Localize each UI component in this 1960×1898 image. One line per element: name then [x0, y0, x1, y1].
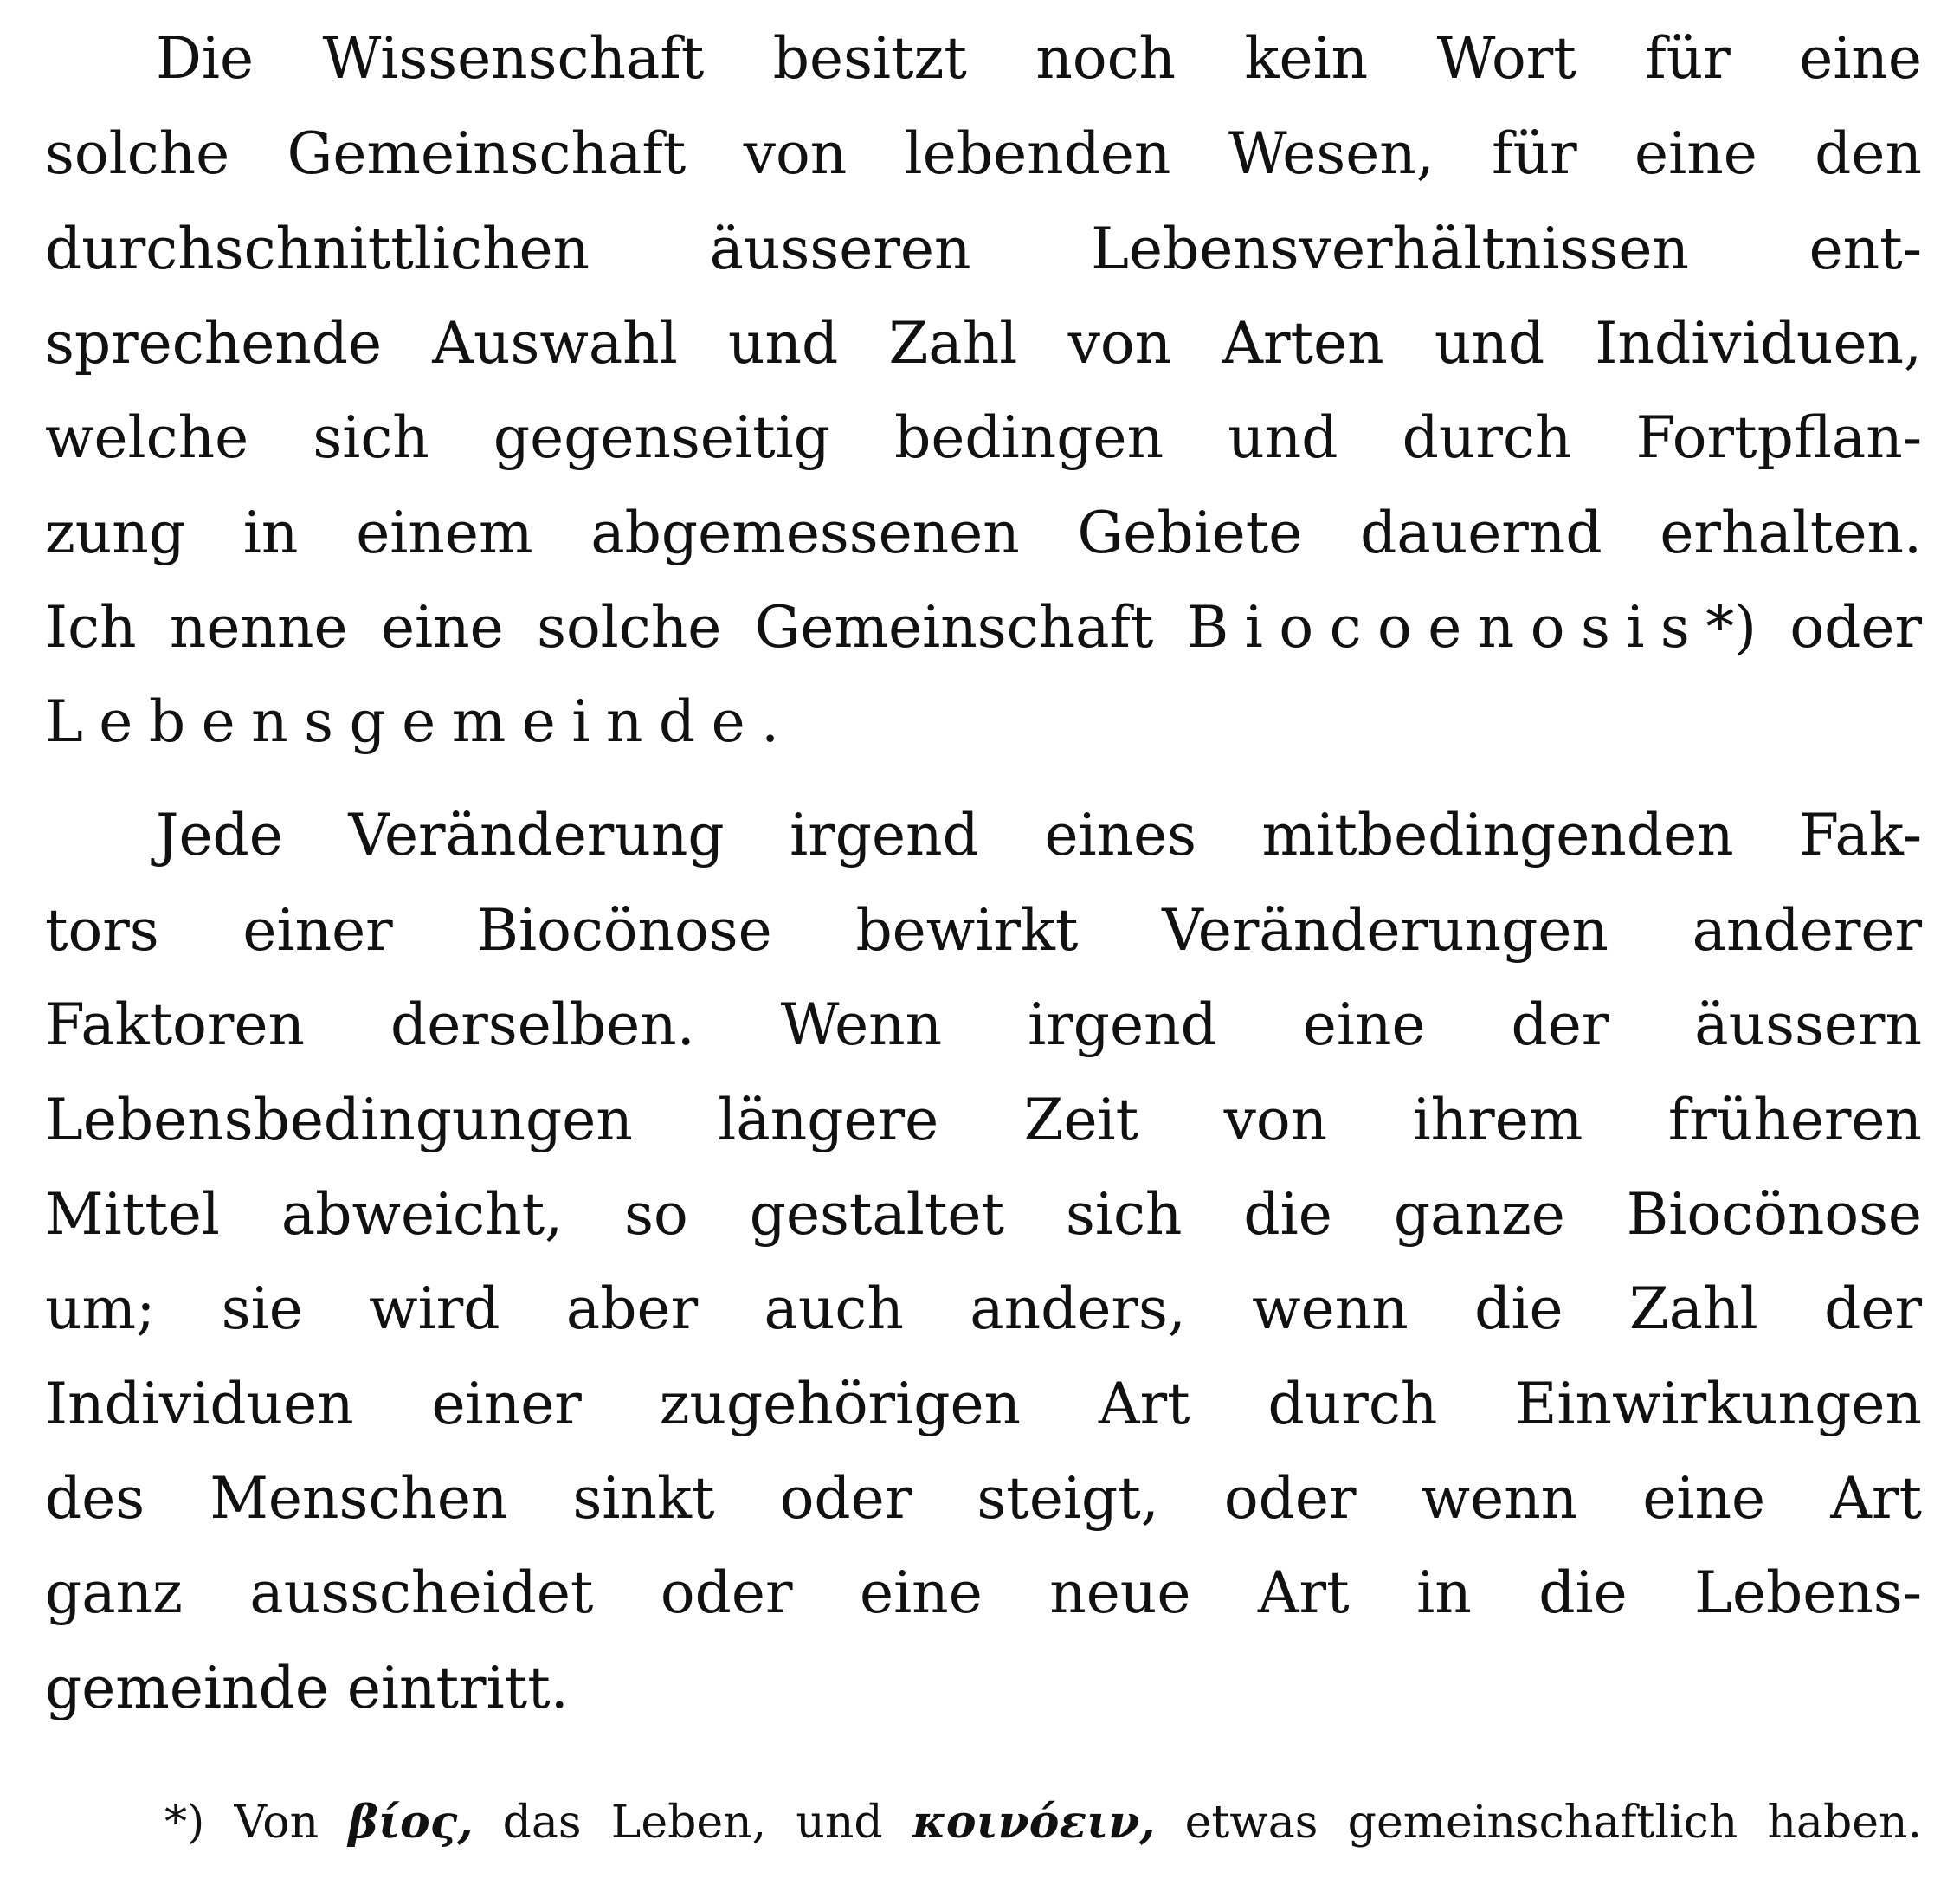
footnote	[164, 1792, 1922, 1853]
paragraph-1-line-1: Die Wissenschaft besitzt noch kein Wort für eine	[156, 25, 1922, 92]
paragraph-2-line-4: Lebensbedingungen längere Zeit von ihrem früheren	[45, 1087, 1922, 1153]
greek-bios: βίος,	[348, 1796, 474, 1849]
footnote-von: Von	[234, 1797, 319, 1849]
paragraph-1-line-8	[45, 688, 1922, 757]
paragraph-2-line-6: um; sie wird aber auch anders, wenn die Zahl der	[45, 1275, 1922, 1342]
paragraph-2-line-3: Faktoren derselben. Wenn irgend eine der äussern	[45, 991, 1922, 1058]
paragraph-1-line-2: solche Gemeinschaft von lebenden Wesen, für eine den	[45, 120, 1922, 187]
paragraph-1-line-5: welche sich gegenseitig bedingen und durch Fortpflan-	[45, 404, 1922, 471]
paragraph-1-line-7	[45, 593, 1922, 662]
greek-koinoein: κοινόειν,	[912, 1796, 1156, 1849]
paragraph-2-line-2: tors einer Biocönose bewirkt Veränderungen anderer	[45, 897, 1922, 964]
paragraph-1-line-4: sprechende Auswahl und Zahl von Arten und Individuen,	[45, 310, 1922, 377]
paragraph-2-line-1: Jede Veränderung irgend eines mitbedingenden Fak-	[156, 802, 1922, 868]
paragraph-2-line-8: des Menschen sinkt oder steigt, oder wenn eine Art	[45, 1465, 1922, 1532]
paragraph-1-line-6: zung in einem abgemessenen Gebiete dauernd erhalten.	[45, 500, 1922, 566]
paragraph-1-line-3: durchschnittlichen äusseren Lebensverhältnissen ent-	[45, 216, 1922, 282]
line-8-period: .	[761, 688, 780, 755]
line-7-text: Ich nenne eine solche Gemeinschaft	[45, 594, 1154, 661]
paragraph-2-line-5: Mittel abweicht, so gestaltet sich die ganze Biocönose	[45, 1181, 1922, 1248]
footnote-ref: *) oder	[1705, 594, 1922, 661]
paragraph-2-line-9: ganz ausscheidet oder eine neue Art in die Lebens-	[45, 1559, 1922, 1626]
paragraph-2-line-10: gemeinde eintritt.	[45, 1655, 569, 1721]
footnote-mid: das Leben, und	[502, 1797, 883, 1849]
term-biocoenosis: Biocoenosis	[1186, 594, 1706, 661]
footnote-marker: *)	[164, 1797, 205, 1849]
footnote-end: etwas gemeinschaftlich haben.	[1184, 1797, 1923, 1849]
term-lebensgemeinde: Lebensgemeinde	[45, 688, 762, 755]
paragraph-2-line-7: Individuen einer zugehörigen Art durch Einwirkungen	[45, 1371, 1922, 1437]
